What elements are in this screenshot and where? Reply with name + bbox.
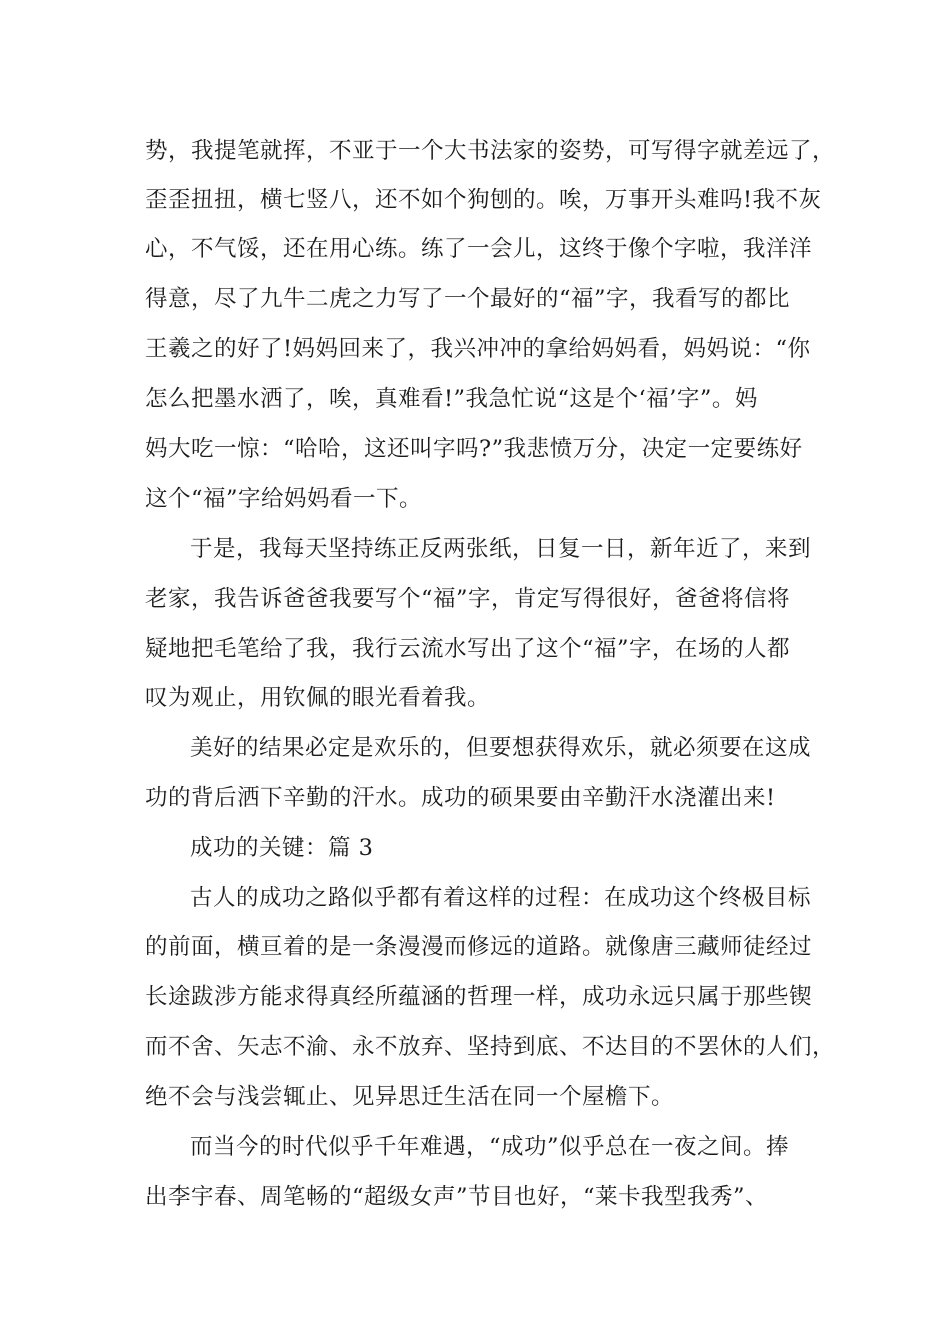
text-line [0,424,950,474]
text-line [0,324,950,374]
text-line [0,574,950,624]
line-text: 美好的结果必定是欢乐的，但要想获得欢乐，就必须要在这成 [190,735,812,761]
line-text: 这个“福”字给妈妈看一下。 [145,486,423,512]
text-line [0,673,950,723]
line-text: 于是，我每天坚持练正反两张纸，日复一日，新年近了，来到 [190,536,812,562]
text-line [0,1122,950,1172]
text-line [0,126,950,176]
text-line [0,224,950,274]
line-text: 王羲之的好了!妈妈回来了，我兴冲冲的拿给妈妈看，妈妈说：“你 [145,336,811,362]
heading-text: 成功的关键：篇 3 [190,835,374,861]
line-text: 妈大吃一惊：“哈哈，这还叫字吗?”我悲愤万分，决定一定要练好 [145,436,803,462]
text-line [0,773,950,823]
line-text: 老家，我告诉爸爸我要写个“福”字，肯定写得很好，爸爸将信将 [145,586,791,612]
line-text: 古人的成功之路似乎都有着这样的过程：在成功这个终极目标 [190,885,812,911]
line-text: 而不舍、矢志不渝、永不放弃、坚持到底、不达目的不罢休的人们， [145,1034,836,1060]
line-text: 绝不会与浅尝辄止、见异思迁生活在同一个屋檐下。 [145,1084,675,1110]
line-text: 功的背后洒下辛勤的汗水。成功的硕果要由辛勤汗水浇灌出来! [145,785,776,811]
text-line [0,922,950,972]
line-text: 叹为观止，用钦佩的眼光看着我。 [145,685,491,711]
text-line [0,374,950,424]
text-line [0,624,950,674]
line-text: 疑地把毛笔给了我，我行云流水写出了这个“福”字，在场的人都 [145,636,791,662]
line-text: 势，我提笔就挥，不亚于一个大书法家的姿势，可写得字就差远了， [145,138,836,164]
text-line [0,175,950,225]
text-line [0,274,950,324]
line-text: 得意，尽了九牛二虎之力写了一个最好的“福”字，我看写的都比 [145,286,791,312]
text-line [0,1172,950,1222]
text-line [0,1072,950,1122]
line-text: 长途跋涉方能求得真经所蕴涵的哲理一样，成功永远只属于那些锲 [145,984,813,1010]
line-text: 出李宇春、周笔畅的“超级女声”节目也好，“莱卡我型我秀”、 [145,1184,769,1210]
text-line [0,524,950,574]
line-text: 歪歪扭扭，横七竖八，还不如个狗刨的。唉，万事开头难吗!我不灰 [145,187,822,213]
text-line [0,474,950,524]
line-text: 的前面，横亘着的是一条漫漫而修远的道路。就像唐三藏师徒经过 [145,934,813,960]
text-line [0,972,950,1022]
line-text: 心，不气馁，还在用心练。练了一会儿，这终于像个字啦，我洋洋 [145,236,813,262]
section-heading [0,823,950,873]
line-text: 而当今的时代似乎千年难遇，“成功”似乎总在一夜之间。捧 [190,1134,790,1160]
text-line [0,1022,950,1072]
text-line [0,873,950,923]
text-line [0,723,950,773]
line-text: 怎么把墨水洒了，唉，真难看!”我急忙说“这是个‘福’字”。妈 [145,386,758,412]
